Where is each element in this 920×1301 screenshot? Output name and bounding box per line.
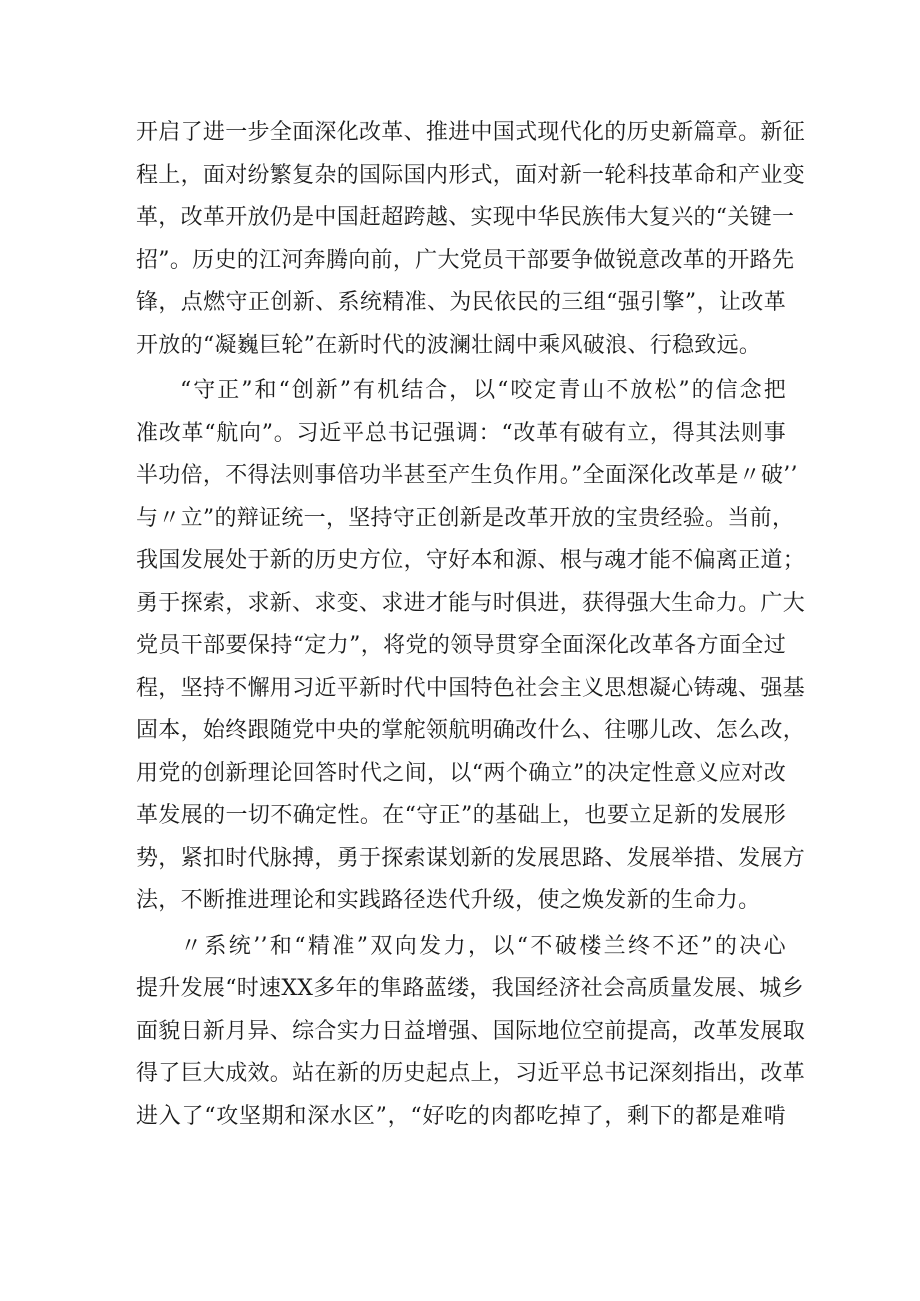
text-line: 开启了进一步全面深化改革、推进中国式现代化的历史新篇章。新征 bbox=[136, 120, 806, 145]
text-line: 面貌日新月异、综合实力日益增强、国际地位空前提高，改革发展取 bbox=[136, 1018, 806, 1044]
paragraph bbox=[136, 370, 806, 923]
text-line: 革，改革开放仍是中国赶超跨越、实现中华民族伟大复兴的“关键一 bbox=[136, 205, 795, 230]
text-line: 势，紧扣时代脉搏，勇于探索谋划新的发展思路、发展举措、发展方 bbox=[136, 845, 806, 871]
text-line: 程，坚持不懈用习近平新时代中国特色社会主义思想凝心铸魂、强基 bbox=[136, 675, 806, 701]
text-line: 开放的“凝巍巨轮”在新时代的波澜壮阔中乘风破浪、行稳致远。 bbox=[136, 332, 762, 358]
text-line: 革发展的一切不确定性。在“守正”的基础上，也要立足新的发展形 bbox=[136, 803, 786, 828]
text-line: 进入了“攻坚期和深水区”，“好吃的肉都吃掉了，剩下的都是难啃 bbox=[136, 1103, 786, 1129]
text-line: 党员干部要保持“定力”，将党的领导贯穿全面深化改革各方面全过 bbox=[136, 633, 786, 658]
text-line: 提升发展“时速XX多年的隼路蓝缕，我国经济社会高质量发展、城乡 bbox=[136, 976, 804, 1001]
text-line: 锋，点燃守正创新、系统精准、为民依民的三组“强引擎”，让改革 bbox=[136, 290, 786, 315]
text-line: 固本，始终跟随党中央的掌舵领航明确改什么、往哪儿改、怎么改， bbox=[136, 718, 806, 743]
paragraph bbox=[136, 926, 806, 1139]
text-line: 勇于探索，求新、求变、求进才能与时俱进，获得强大生命力。广大 bbox=[136, 590, 806, 616]
text-line: 与〃立”的辩证统一，坚持守正创新是改革开放的宝贵经验。当前， bbox=[136, 505, 795, 531]
text-line: “守正”和“创新”有机结合，以“咬定青山不放松”的信念把 bbox=[180, 378, 786, 403]
text-line: 程上，面对纷繁复杂的国际国内形式，面对新一轮科技革命和产业变 bbox=[136, 162, 806, 188]
paragraph bbox=[136, 112, 806, 367]
text-line: 得了巨大成效。站在新的历史起点上，习近平总书记深刻指出，改革 bbox=[136, 1061, 806, 1086]
text-line: 准改革“航向”。习近平总书记强调：“改革有破有立，得其法则事 bbox=[136, 420, 786, 446]
text-line: 〃系统’’和“精准”双向发力，以“不破楼兰终不还”的决心 bbox=[180, 933, 786, 959]
text-line: 我国发展处于新的历史方位，守好本和源、根与魂才能不偏离正道； bbox=[136, 548, 806, 573]
text-line: 用党的创新理论回答时代之间，以“两个确立”的决定性意义应对改 bbox=[136, 760, 786, 786]
document-body bbox=[136, 112, 806, 1138]
text-line: 半功倍，不得法则事倍功半甚至产生负作用。”全面深化改革是〃破’’ bbox=[136, 463, 798, 488]
text-line: 法，不断推进理论和实践路径迭代升级，使之焕发新的生命力。 bbox=[136, 888, 761, 913]
text-line: 招”。历史的江河奔腾向前，广大党员干部要争做锐意改革的开路先 bbox=[136, 247, 795, 273]
